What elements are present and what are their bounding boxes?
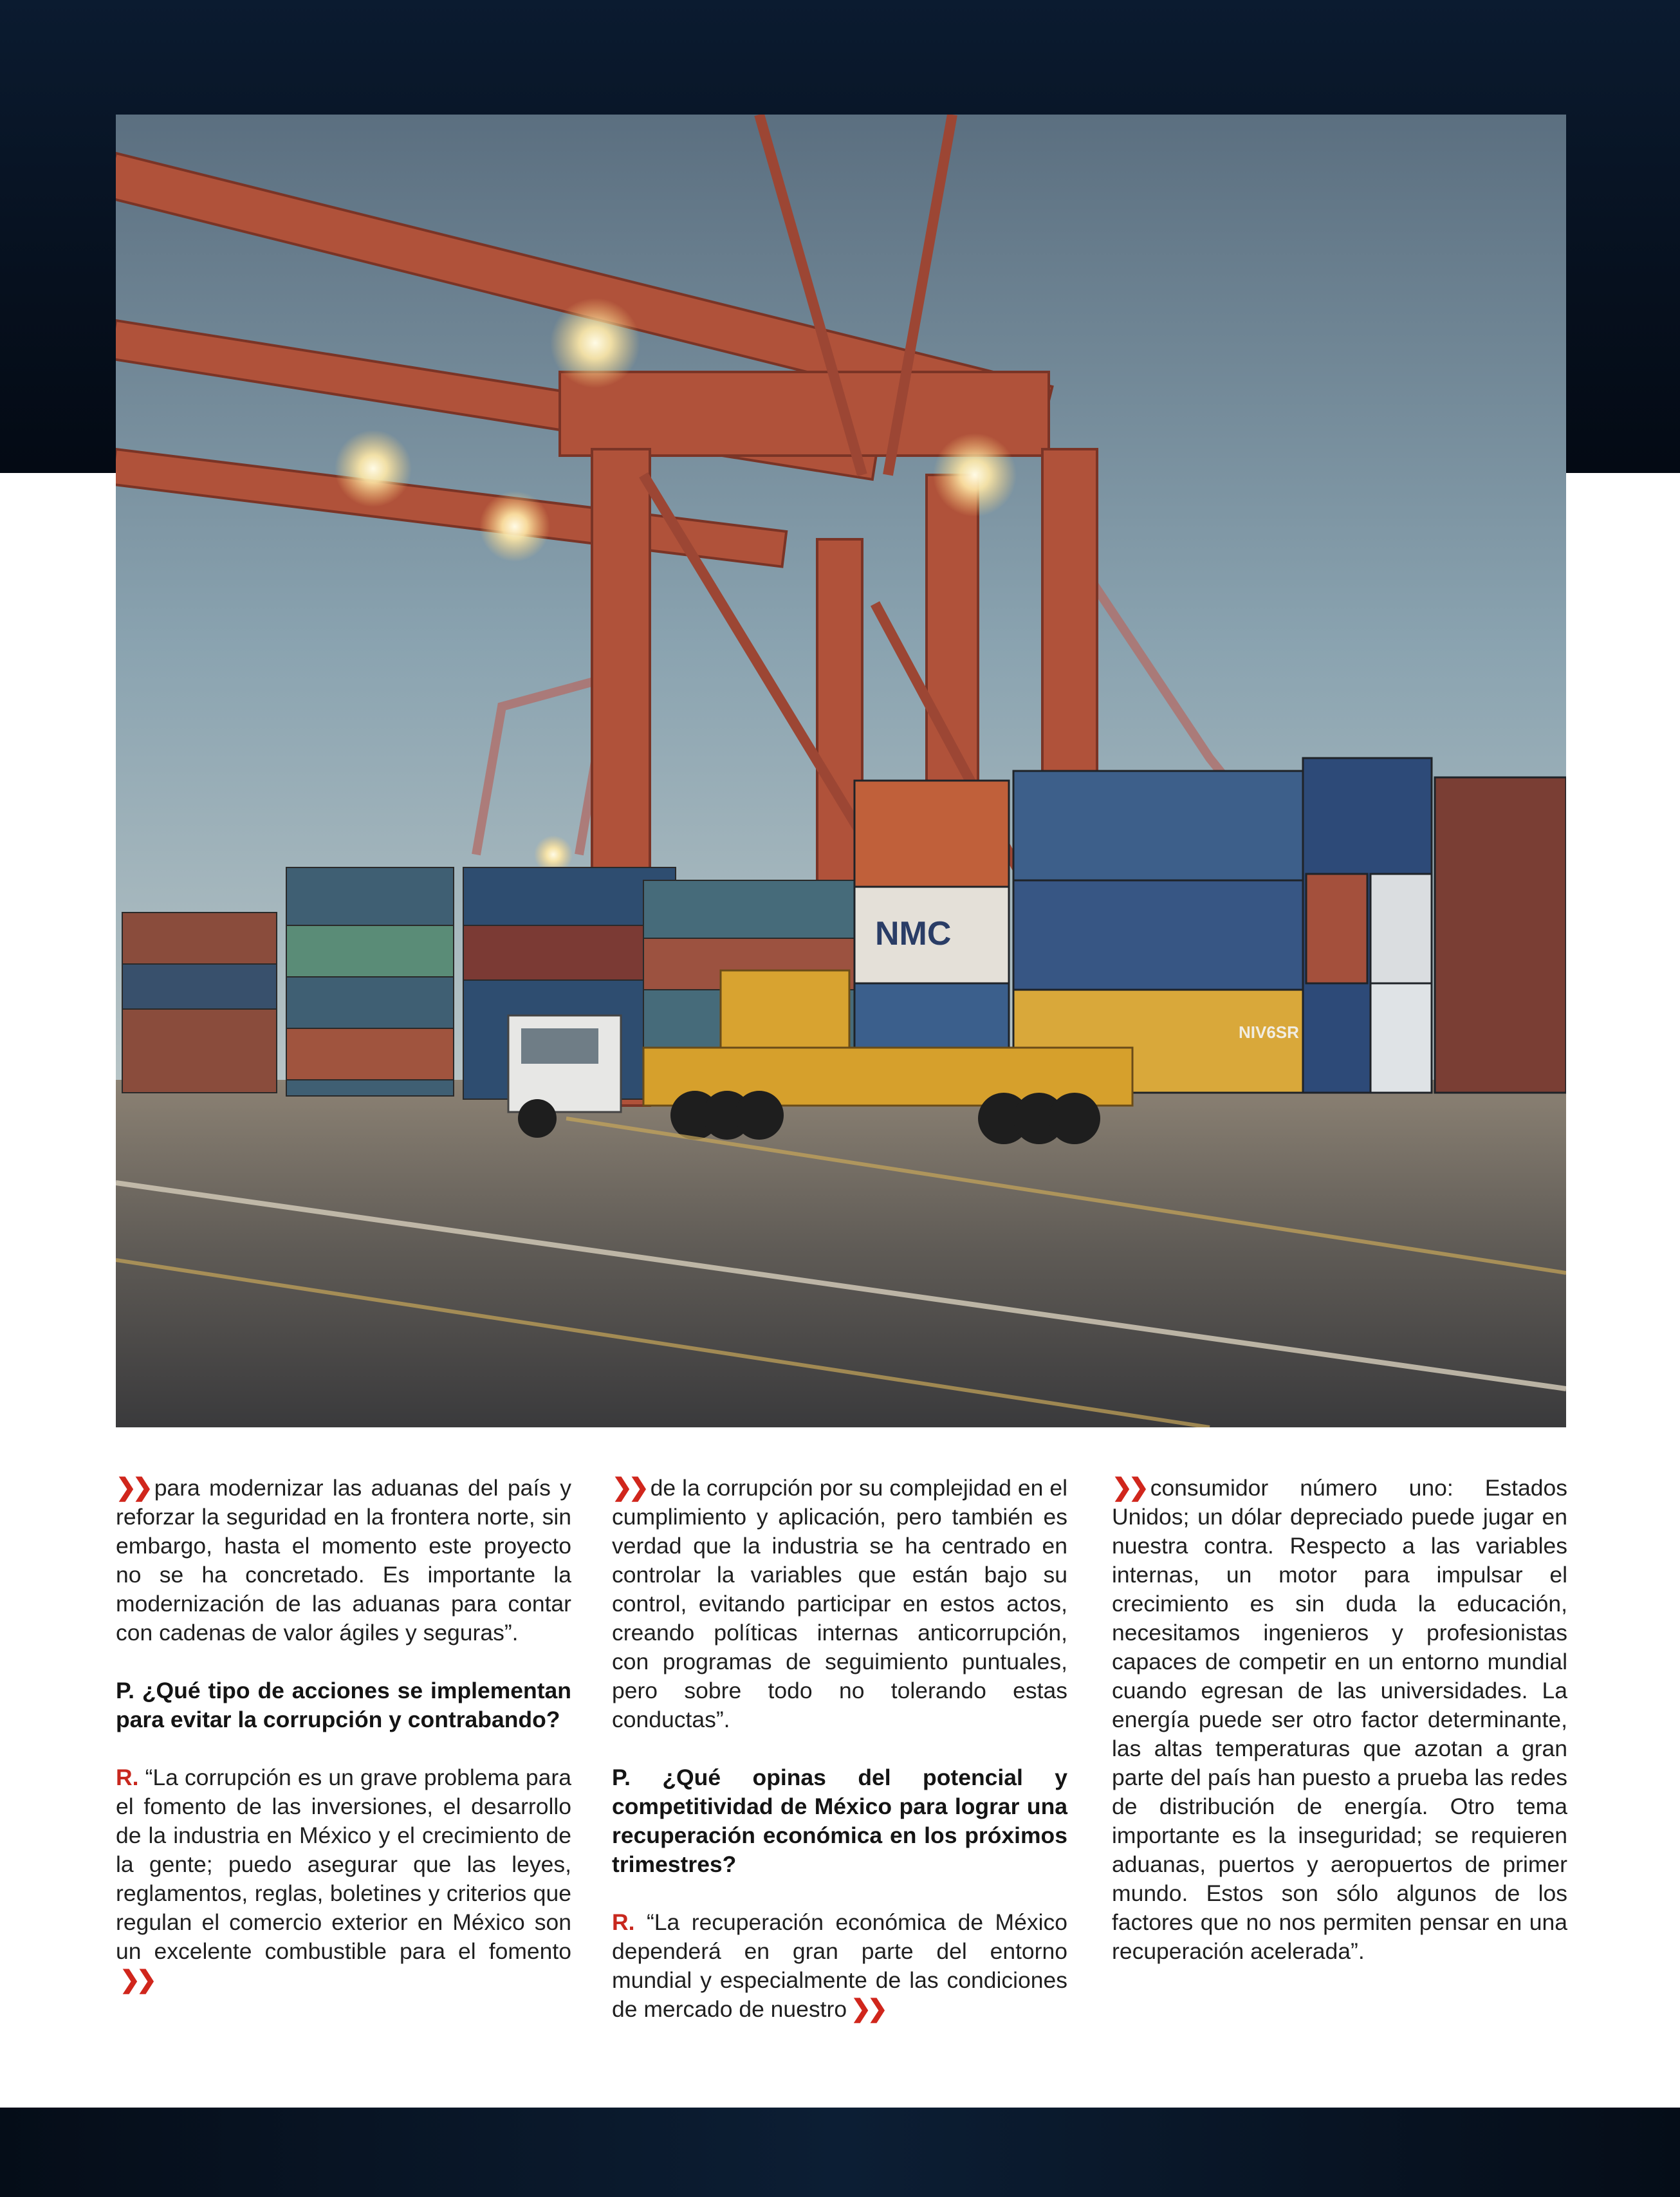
col1-question: P. ¿Qué tipo de acciones se implementan para evitar la corrupción y contrabando? (116, 1678, 571, 1732)
col1-continuation: ❯❯ para modernizar las aduanas del país y reforzar la seguridad en la frontera norte, sin embargo, hasta el momento este proyecto no se ha concretado. Es importante la modernización de las aduanas para contar con cadenas de valor ágiles y seguras”. (116, 1474, 571, 1645)
container-label-nmc: NMC (875, 915, 952, 952)
container-label-niv6sr: NIV6SR (1239, 1023, 1299, 1042)
bottom-color-band (0, 2108, 1680, 2197)
col2-continuation: ❯❯ de la corrupción por su complejidad en el cumplimiento y aplicación, pero también es verdad que la industria se ha centrado en controlar la variables que están bajo su control, evitando participar en estos actos, creando políticas internas anticorrupción, con programas de seguimiento puntuales, pero sobre todo no tolerando estas conductas”. (612, 1474, 1067, 1732)
double-chevron-right-icon: ❯❯ (120, 1967, 153, 1994)
col2-question: P. ¿Qué opinas del potencial y competitividad de México para lograr una recuperación económica en los próximos trimestres? (612, 1765, 1067, 1877)
double-chevron-right-icon: ❯❯ (1112, 1474, 1145, 1501)
answer-marker: R. (116, 1765, 139, 1790)
double-chevron-right-icon: ❯❯ (851, 1996, 884, 2023)
port-illustration (116, 115, 1566, 1427)
article-column-3 (1112, 1474, 1567, 1966)
article-column-2 (612, 1474, 1067, 2024)
port-crane-photo (116, 115, 1566, 1427)
double-chevron-right-icon: ❯❯ (116, 1474, 149, 1501)
article-column-1 (116, 1474, 571, 1995)
col3-continuation: ❯❯ consumidor número uno: Estados Unidos; un dólar depreciado puede jugar en nuestra contra. Respecto a las variables internas, un motor para impulsar el crecimiento es sin duda la educación, necesitamos ingenieros y profesionistas capaces de competir en un entorno mundial cuando egresan de las universidades. La energía puede ser otro factor determinante, las altas temperaturas que azotan a gran parte del país han puesto a prueba las redes de distribución de energía. Otro tema importante es la inseguridad; se requieren aduanas, puertos y aeropuertos de primer mundo. Estos son sólo algunos de los factores que no nos permiten pensar en una recuperación acelerada”. (1112, 1474, 1567, 1964)
col1-answer: R. “La corrupción es un grave problema para el fomento de las inversiones, el desarrollo de la industria en México y el crecimiento de la gente; puedo asegurar que las leyes, reglamentos, reglas, boletines y criterios que regulan el comercio exterior en México son un excelente combustible para el fomento❯❯ (116, 1765, 571, 1994)
answer-marker: R. (612, 1909, 635, 1935)
double-chevron-right-icon: ❯❯ (612, 1474, 645, 1501)
col2-answer: R. “La recuperación económica de México dependerá en gran parte del entorno mundial y especialmente de las condiciones de mercado de nuestro ❯❯ (612, 1909, 1067, 2023)
